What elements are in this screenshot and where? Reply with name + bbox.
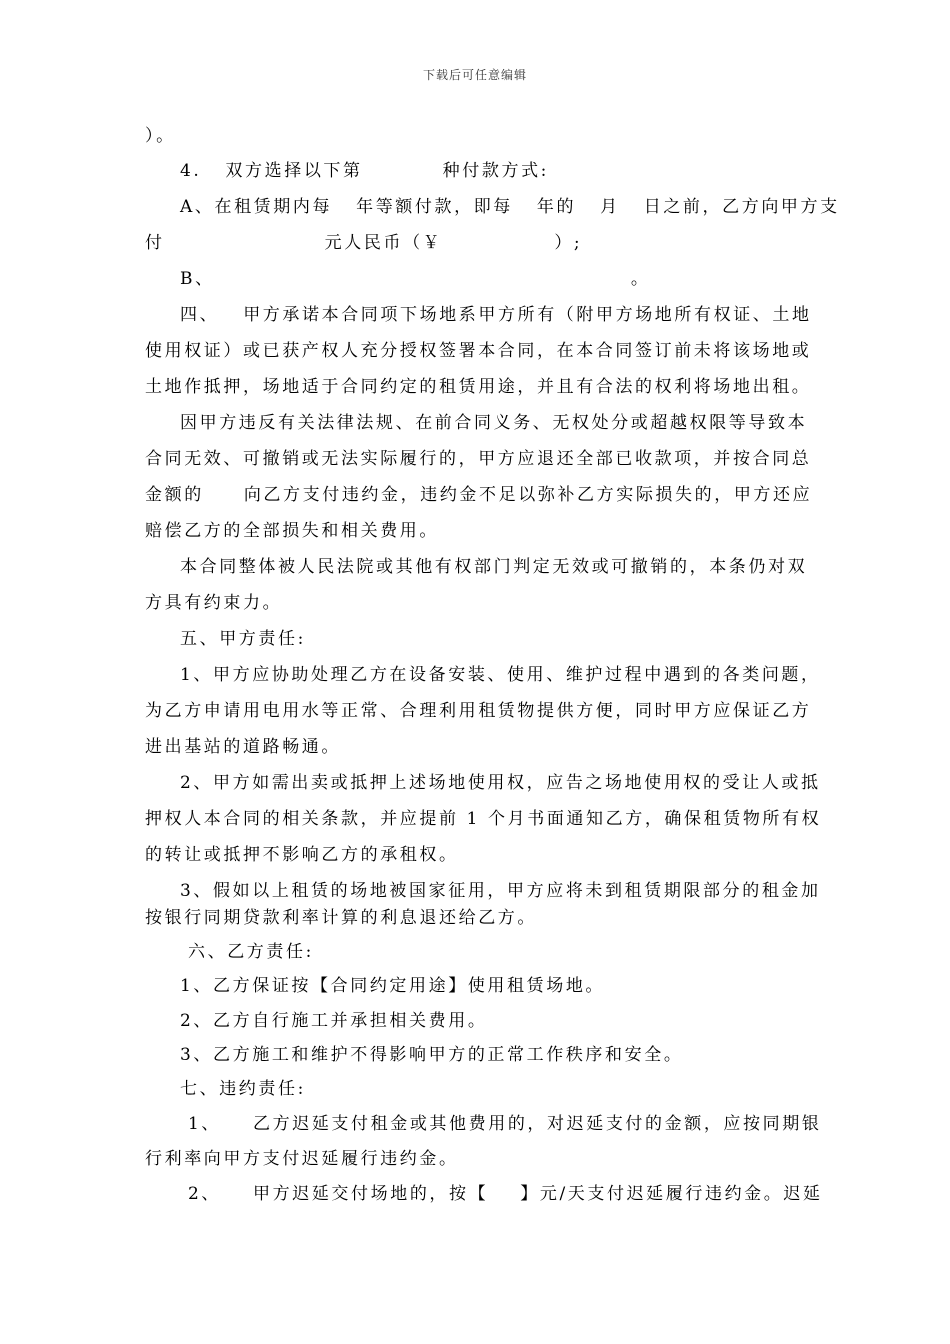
text-line: ）。 xyxy=(145,126,176,146)
text-line: 行利率向甲方支付迟延履行违约金。 xyxy=(145,1149,459,1169)
text-line: 1、甲方应协助处理乙方在设备安装、使用、维护过程中遇到的各类问题， xyxy=(180,665,821,685)
text-line: 2、 甲方迟延交付场地的，按【 】元/天支付迟延履行违约金。迟延 xyxy=(180,1184,823,1204)
text-line: 3、假如以上租赁的场地被国家征用，甲方应将未到租赁期限部分的租金加 xyxy=(180,881,821,901)
text-line: 金额的 向乙方支付违约金，违约金不足以弥补乙方实际损失的，甲方还应 xyxy=(145,485,813,505)
text-line: 按银行同期贷款利率计算的利息退还给乙方。 xyxy=(145,908,537,928)
text-line: 四、 甲方承诺本合同项下场地系甲方所有（附甲方场地所有权证、土地 xyxy=(180,305,812,325)
text-line: 2、乙方自行施工并承担相关费用。 xyxy=(180,1011,488,1031)
text-line: 使用权证）或已获产权人充分授权签署本合同，在本合同签订前未将该场地或 xyxy=(145,341,812,361)
page-header: 下载后可任意编辑 xyxy=(422,68,527,82)
text-line: 因甲方违反有关法律法规、在前合同义务、无权处分或超越权限等导致本 xyxy=(180,413,808,433)
text-line: 进出基站的道路畅通。 xyxy=(145,737,341,757)
text-line: 押权人本合同的相关条款，并应提前 1 个月书面通知乙方，确保租赁物所有权 xyxy=(145,809,822,829)
text-line: 赔偿乙方的全部损失和相关费用。 xyxy=(145,521,439,541)
text-line: 3、乙方施工和维护不得影响甲方的正常工作秩序和安全。 xyxy=(180,1045,684,1065)
text-line: 六、乙方责任: xyxy=(180,942,314,962)
text-line: 土地作抵押，场地适于合同约定的租赁用途，并且有合法的权利将场地出租。 xyxy=(145,377,812,397)
text-line: 为乙方申请用电用水等正常、合理利用租赁物提供方便，同时甲方应保证乙方 xyxy=(145,701,812,721)
text-line: 五、甲方责任: xyxy=(180,629,306,649)
text-line: 4. 双方选择以下第 种付款方式: xyxy=(180,161,549,181)
text-line: 1、 乙方迟延支付租金或其他费用的，对迟延支付的金额，应按同期银 xyxy=(180,1114,822,1134)
text-line: 合同无效、可撤销或无法实际履行的，甲方应退还全部已收款项，并按合同总 xyxy=(145,449,812,469)
text-line: 1、乙方保证按【合同约定用途】使用租赁场地。 xyxy=(180,976,606,996)
text-line: 2、甲方如需出卖或抵押上述场地使用权，应告之场地使用权的受让人或抵 xyxy=(180,773,821,793)
text-line: B、 。 xyxy=(180,269,651,289)
text-line: A、在租赁期内每 年等额付款，即每 年的 月 日之前，乙方向甲方支 xyxy=(180,197,840,217)
text-line: 方具有约束力。 xyxy=(145,593,283,613)
text-line: 的转让或抵押不影响乙方的承租权。 xyxy=(145,845,459,865)
text-line: 本合同整体被人民法院或其他有权部门判定无效或可撤销的，本条仍对双 xyxy=(180,557,808,577)
text-line: 七、违约责任: xyxy=(180,1079,306,1099)
text-line: 付 元人民币（￥ ）; xyxy=(145,233,583,253)
